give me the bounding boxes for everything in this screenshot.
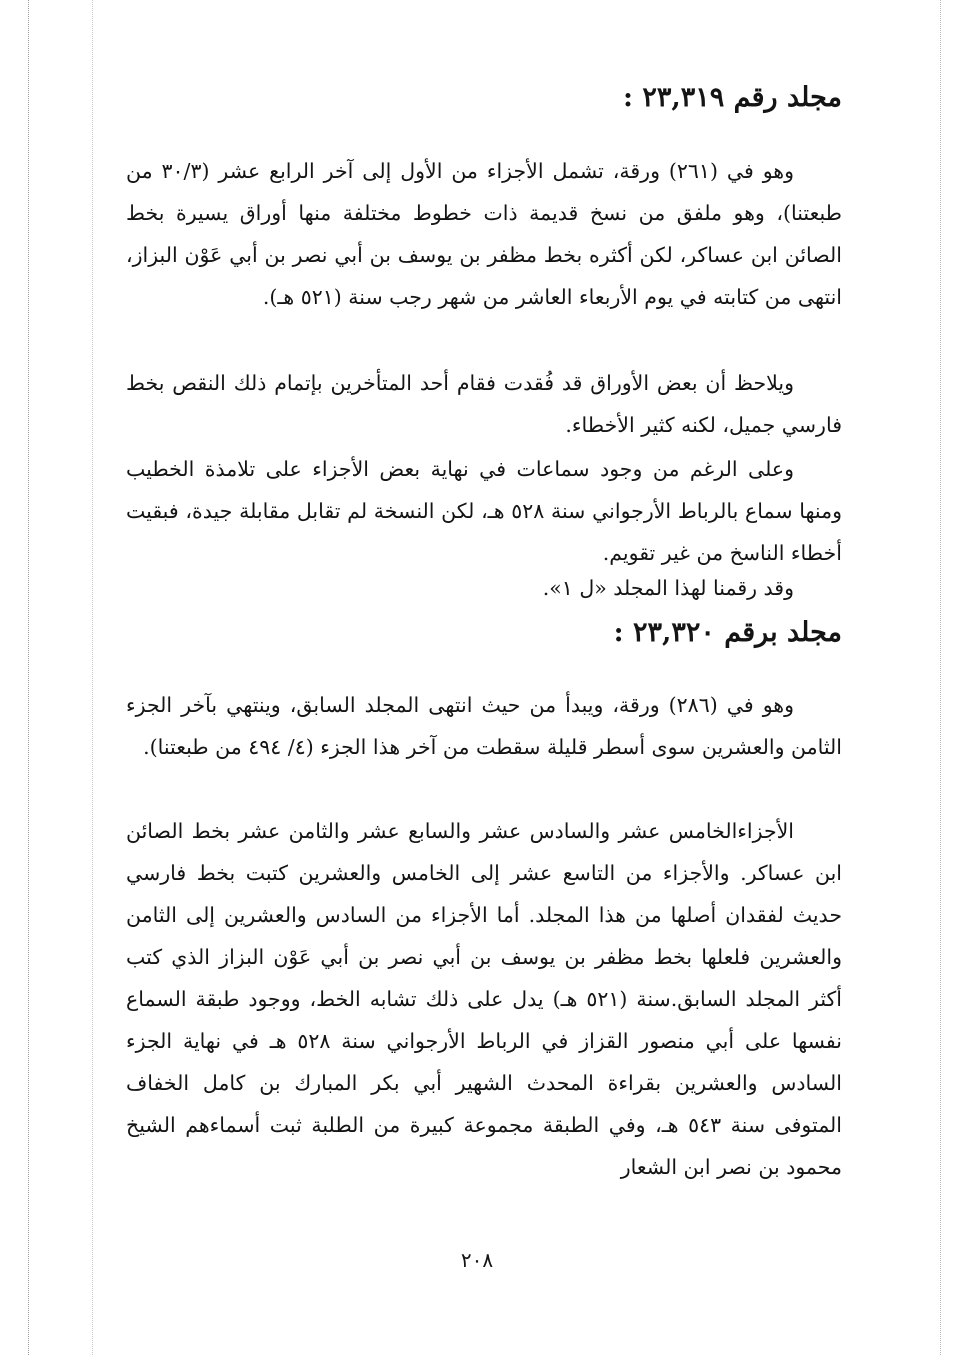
scan-margin-line (940, 0, 941, 1355)
paragraph-second-volume-description: وهو في (٢٨٦) ورقة، ويبدأ من حيث انتهى المجلد السابق، وينتهي بآخر الجزء الثامن والعشرين سوى أسطر قليلة سقطت من آخر هذا الجزء (٤/ ٤٩٤ من طبعتنا). (126, 693, 842, 759)
paragraph-siglum-note: وقد رقمنا لهذا المجلد «ل ١». (542, 576, 794, 600)
paragraph-volume-description: وهو في (٢٦١) ورقة، تشمل الأجزاء من الأول إلى آخر الرابع عشر (٣٠/٣ من طبعتنا)، وهو ملفق من نسخ قديمة ذات خطوط مختلفة منها أوراق يسيرة بخط الصائن ابن عساكر، لكن أكثره بخط مظفر بن يوسف بن أبي نصر بن أبي عَوْن البزاز، انتهى من كتابته في يوم الأربعاء العاشر من شهر رجب سنة (٥٢١ هـ). (126, 159, 842, 309)
scan-margin-line (92, 0, 93, 1355)
volume-heading-23320: مجلد برقم ٢٣,٣٢٠ : (613, 617, 842, 648)
paragraph-audition-notes: وعلى الرغم من وجود سماعات في نهاية بعض الأجزاء على تلامذة الخطيب ومنها سماع بالرباط الأرجواني سنة ٥٢٨ هـ، لكن النسخة لم تقابل مقابلة جيدة، فبقيت أخطاء الناسخ من غير تقويم. (126, 457, 842, 565)
page-number: ٢٠٨ (460, 1248, 494, 1272)
paragraph-missing-pages-note: ويلاحظ أن بعض الأوراق قد فُقدت فقام أحد المتأخرين بإتمام ذلك النقص بخط فارسي جميل، لكنه كثير الأخطاء. (126, 371, 842, 437)
scan-margin-line (28, 0, 29, 1355)
volume-heading-23319: مجلد رقم ٢٣,٣١٩ : (622, 82, 842, 113)
paragraph-scribes-description: الأجزاءالخامس عشر والسادس عشر والسابع عشر والثامن عشر بخط الصائن ابن عساكر. والأجزاء من التاسع عشر إلى الخامس والعشرين كتبت بخط فارسي حديث لفقدان أصلها من هذا المجلد. أما الأجزاء من السادس والعشرين إلى الثامن والعشرين فلعلها بخط مظفر بن يوسف بن أبي نصر بن أبي عَوْن البزاز الذي كتب أكثر المجلد السابق.سنة (٥٢١ هـ) يدل على ذلك تشابه الخط، ووجود طبقة السماع نفسها على أبي منصور القزاز في الرباط الأرجواني سنة ٥٢٨ هـ في نهاية الجزء السادس والعشرين بقراءة المحدث الشهير أبي بكر المبارك بن كامل الخفاف المتوفى سنة ٥٤٣ هـ، وفي الطبقة مجموعة كبيرة من الطلبة ثبت أسماءهم الشيخ محمود بن نصر ابن الشعار (126, 819, 843, 1179)
